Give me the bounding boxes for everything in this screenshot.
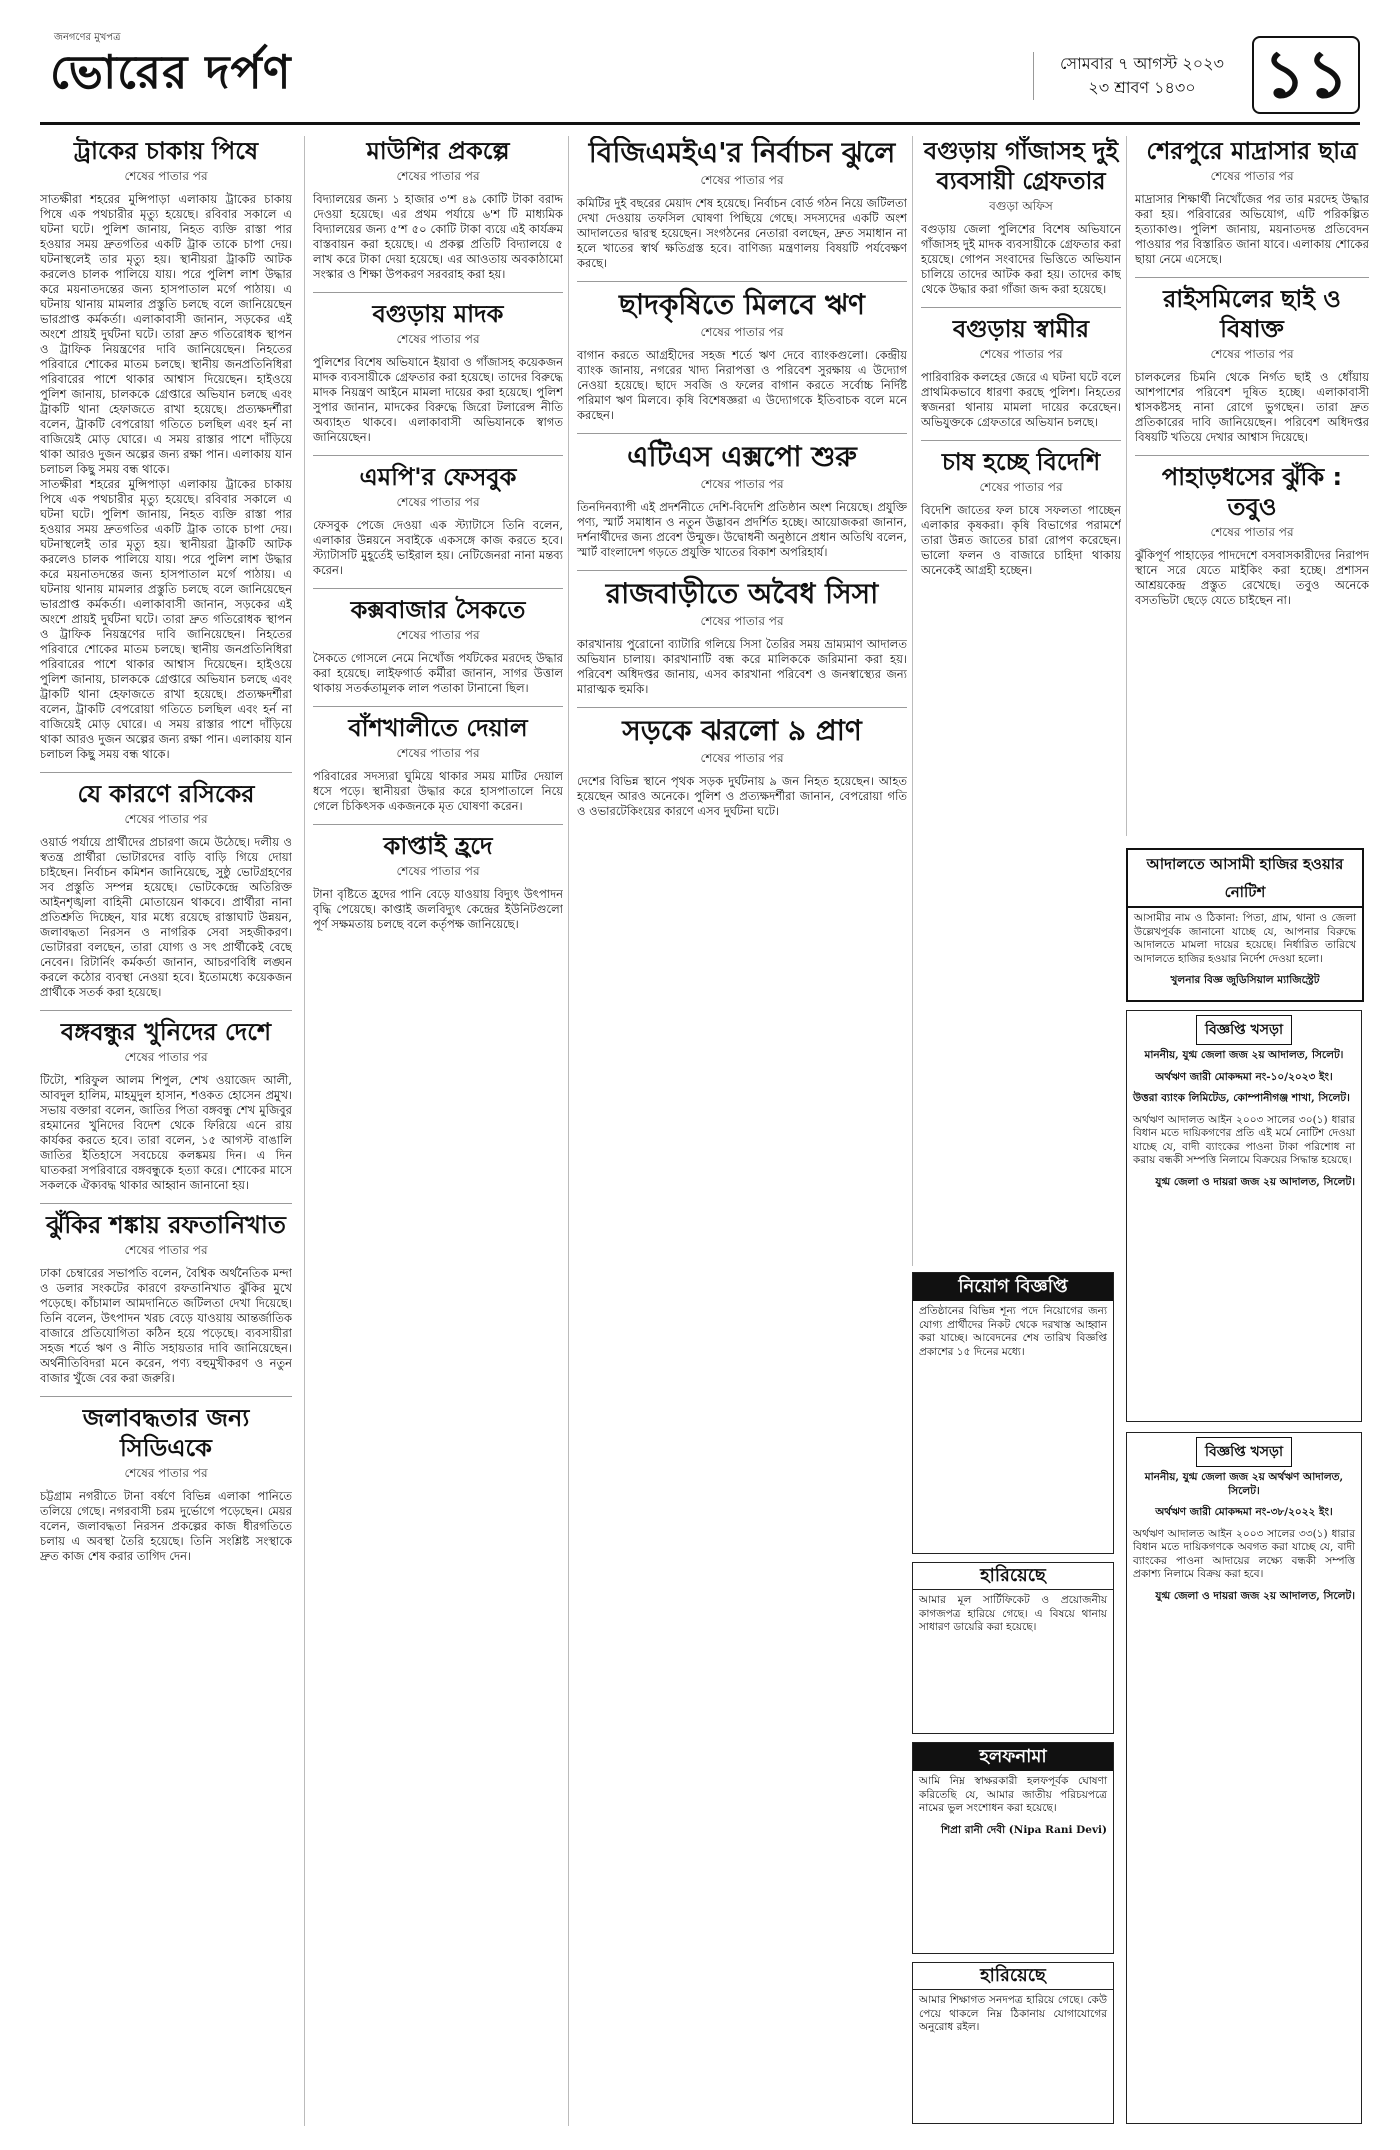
article-headline: মাউশির প্রকল্পে [366,137,510,165]
continuation-note: শেষের পাতার পর [700,173,784,187]
article-headline: বগুড়ায় মাদক [372,300,504,328]
article-headline: শেরপুরে মাদ্রাসার ছাত্র [1146,137,1358,165]
article-body: কমিটির দুই বছরের মেয়াদ শেষ হয়েছে। নির্বাচন বোর্ড গঠন নিয়ে জটিলতা দেখা দেওয়ায় তফসিল ঘোষণা পিছিয়ে গেছে। সদস্যদের একটি অংশ আদালতের দ্বারস্থ হয়েছেন। সংগঠনের নেতারা বলছেন, দ্রুত সমাধান না হলে খাতের স্বার্থ ক্ষতিগ্রস্ত হবে। বাণিজ্য মন্ত্রণালয় বিষয়টি পর্যবেক্ষণ করছে। [577,196,907,270]
court-notice-title: আদালতে আসামী হাজির হওয়ার নোটিশ [1128,850,1362,908]
divider [577,707,907,708]
article-headline: কাপ্তাই হ্রদে [383,832,493,860]
column-4 [912,136,1121,1266]
continuation-note: শেষের পাতার পর [124,812,208,826]
continuation-note: শেষের পাতার পর [396,628,480,642]
article-headline: চাষ হচ্ছে বিদেশি [941,448,1101,476]
article-body: বিদ্যালয়ের জন্য ১ হাজার ৩'শ ৪৯ কোটি টাকা বরাদ্দ দেওয়া হয়েছে। এর প্রথম পর্যায়ে ৬'শ টি মাধ্যমিক বিদ্যালয়ের জন্য ৫'শ ৫০ কোটি টাকা ব্যয়ে এই কার্যক্রম বাস্তবায়ন করা হয়েছে। এ প্রকল্প প্রতিটি বিদ্যালয়ে ৫ লাখ করে টাকা দেয়া হয়েছে। এর আওতায় অবকাঠামো সংস্কার ও শিক্ষা উপকরণ সরবরাহ করা হয়। [313,192,563,281]
continuation-note: শেষের পাতার পর [396,169,480,183]
article [1135,462,1369,608]
continuation-note: শেষের পাতার পর [396,332,480,346]
article-body: সৈকতে গোসলে নেমে নিখোঁজ পর্যটকের মরদেহ উদ্ধার করা হয়েছে। লাইফগার্ড কর্মীরা জানান, সাগর উত্তাল থাকায় সতর্কতামূলক লাল পতাকা টানানো ছিল। [313,651,563,695]
lost-notice-1-title: হারিয়েছে [913,1563,1113,1590]
job-notice-body: প্রতিষ্ঠানের বিভিন্ন শূন্য পদে নিয়োগের জন্য যোগ্য প্রার্থীদের নিকট থেকে দরখাস্ত আহ্বান করা যাচ্ছে। আবেদনের শেষ তারিখ বিজ্ঞপ্তি প্রকাশের ১৫ দিনের মধ্যে। [919,1305,1107,1358]
continuation-note: শেষের পাতার পর [124,169,208,183]
divider [577,570,907,571]
date-gregorian: সোমবার ৭ আগস্ট ২০২৩ [1060,54,1224,73]
article [313,831,563,932]
divider [313,824,563,825]
article-headline: যে কারণে রসিকের [77,780,255,808]
divider [1135,455,1369,456]
article-body: ফেসবুক পেজে দেওয়া এক স্ট্যাটাসে তিনি বলেন, এলাকার উন্নয়নে সবাইকে একসঙ্গে কাজ করতে হবে। স্ট্যাটাসটি মুহূর্তেই ভাইরাল হয়। নেটিজেনরা নানা মন্তব্য করেন। [313,518,563,577]
sale-notice-2-case: অর্থঋণ জারী মোকদ্দমা নং-৩৮/২০২২ ইং। [1155,1506,1333,1518]
article [577,136,907,271]
article-body: বাগান করতে আগ্রহীদের সহজ শর্তে ঋণ দেবে ব্যাংকগুলো। কেন্দ্রীয় ব্যাংক জানায়, নগরের খাদ্য নিরাপত্তা ও পরিবেশ সুরক্ষায় এ উদ্যোগ নেওয়া হয়েছে। ছাদে সবজি ও ফলের বাগান করতে সর্বোচ্চ নির্দিষ্ট পরিমাণ ঋণ মিলবে। কৃষি বিশেষজ্ঞরা এ উদ্যোগকে ইতিবাচক বলে মনে করছেন। [577,348,907,422]
divider [40,1396,292,1397]
column-3 [568,136,907,2126]
divider [577,433,907,434]
date-bengali: ২৩ শ্রাবণ ১৪৩০ [1088,78,1196,97]
article-body: সাতক্ষীরা শহরের মুন্সিপাড়া এলাকায় ট্রাকের চাকায় পিষে এক পথচারীর মৃত্যু হয়েছে। রবিবার সকালে এ ঘটনা ঘটে। পুলিশ জানায়, নিহত ব্যক্তি রাস্তা পার হওয়ার সময় দ্রুতগতির একটি ট্রাক তাকে চাপা দেয়। ঘটনাস্থলেই তার মৃত্যু হয়। স্থানীয়রা ট্রাকটি আটক করলেও চালক পালিয়ে যায়। পরে পুলিশ লাশ উদ্ধার করে ময়নাতদন্তের জন্য হাসপাতাল মর্গে পাঠায়। এ ঘটনায় থানায় মামলার প্রস্তুতি চলছে বলে জানিয়েছেন ভারপ্রাপ্ত কর্মকর্তা। এলাকাবাসী জানান, সড়কের এই অংশে প্রায়ই দুর্ঘটনা ঘটে। তারা দ্রুত গতিরোধক স্থাপন ও ট্রাফিক নিয়ন্ত্রণের দাবি জানিয়েছেন। নিহতের পরিবারে শোকের মাতম চলছে। স্থানীয় জনপ্রতিনিধিরা পরিবারের পাশে থাকার আশ্বাস দিয়েছেন। হাইওয়ে পুলিশ জানায়, চালককে গ্রেপ্তারে অভিযান চলছে এবং ট্রাকটি থানা হেফাজতে রাখা হয়েছে। প্রত্যক্ষদর্শীরা বলেন, ট্রাকটি বেপরোয়া গতিতে চলছিল এবং হর্ন না বাজিয়েই মোড় ঘোরে। এ সময় রাস্তার পাশে দাঁড়িয়ে থাকা আরও দুজন অল্পের জন্য রক্ষা পান। এলাকায় যান চলাচল কিছু সময় বন্ধ থাকে। [40,477,292,761]
continuation-note: বগুড়া অফিস [989,199,1053,213]
divider [313,588,563,589]
article-body: টানা বৃষ্টিতে হ্রদের পানি বেড়ে যাওয়ায় বিদ্যুৎ উৎপাদন বৃদ্ধি পেয়েছে। কাপ্তাই জলবিদ্যুৎ কেন্দ্রের ইউনিটগুলো পূর্ণ সক্ষমতায় চলছে বলে কর্তৃপক্ষ জানিয়েছে। [313,887,563,931]
sale-notice-1-court: মাননীয়, যুগ্ম জেলা জজ ২য় আদালত, সিলেট। [1144,1049,1344,1061]
article [1135,284,1369,445]
continuation-note: শেষের পাতার পর [1210,347,1294,361]
continuation-note: শেষের পাতার পর [1210,525,1294,539]
article [921,447,1121,578]
article [921,136,1121,297]
article-headline: পাহাড়ধসের ঝুঁকি : তবুও [1161,463,1343,521]
article [40,1403,292,1564]
column-2 [304,136,563,2126]
article-headline: বগুড়ায় স্বামীর [952,315,1090,343]
continuation-note: শেষের পাতার পর [396,864,480,878]
article [313,136,563,282]
article-body: বিদেশি জাতের ফল চাষে সফলতা পাচ্ছেন এলাকার কৃষকরা। কৃষি বিভাগের পরামর্শে তারা উন্নত জাতের চারা রোপণ করেছেন। ভালো ফলন ও বাজারে চাহিদা থাকায় অনেকেই আগ্রহী হচ্ছেন। [921,503,1121,577]
article-body: পারিবারিক কলহের জেরে এ ঘটনা ঘটে বলে প্রাথমিকভাবে ধারণা করছে পুলিশ। নিহতের স্বজনরা থানায় মামলা দায়ের করেছেন। অভিযুক্তকে গ্রেফতারে অভিযান চলছে। [921,370,1121,429]
article [40,136,292,762]
article-headline: বিজিএমইএ'র নির্বাচন ঝুলে [588,136,896,169]
article-headline: রাজবাড়ীতে অবৈধ সিসা [605,577,879,610]
affidavit-signature: শিপ্রা রানী দেবী (Nipa Rani Devi) [940,1823,1107,1836]
article-headline: ট্রাকের চাকায় পিষে [73,137,259,165]
continuation-note: শেষের পাতার পর [979,480,1063,494]
sale-notice-1-bank: উত্তরা ব্যাংক লিমিটেড, কোম্পানীগঞ্জ শাখা, সিলেট। [1133,1092,1350,1104]
divider [577,281,907,282]
column-1 [40,136,292,2126]
divider [40,1010,292,1011]
divider [921,307,1121,308]
article [313,595,563,696]
article-body: ঝুঁকিপূর্ণ পাহাড়ের পাদদেশে বসবাসকারীদের নিরাপদ স্থানে সরে যেতে মাইকিং করা হচ্ছে। প্রশাসন আশ্রয়কেন্দ্র প্রস্তুত রেখেছে। তবুও অনেকে বসতভিটা ছেড়ে যেতে চাইছেন না। [1135,548,1369,607]
lost-notice-2 [912,1962,1114,2124]
sale-notice-2 [1126,1432,1362,2124]
sale-notice-2-title: বিজ্ঞপ্তি খসড়া [1196,1437,1292,1467]
divider [921,440,1121,441]
article-body: তিনদিনব্যাপী এই প্রদর্শনীতে দেশি-বিদেশি প্রতিষ্ঠান অংশ নিয়েছে। প্রযুক্তি পণ্য, স্মার্ট সমাধান ও নতুন উদ্ভাবন প্রদর্শিত হচ্ছে। আয়োজকরা জানান, দর্শনার্থীদের জন্য প্রবেশ উন্মুক্ত। উদ্বোধনী অনুষ্ঠানে প্রধান অতিথি বলেন, স্মার্ট বাংলাদেশ গড়তে প্রযুক্তি খাতের বিকাশ অপরিহার্য। [577,500,907,559]
article-headline: কক্সবাজার সৈকতে [350,596,526,624]
divider [313,455,563,456]
lost-notice-1-body: আমার মূল সার্টিফিকেট ও প্রয়োজনীয় কাগজপত্র হারিয়ে গেছে। এ বিষয়ে থানায় সাধারণ ডায়েরি করা হয়েছে। [919,1594,1107,1633]
sale-notice-2-body: অর্থঋণ আদালত আইন ২০০৩ সালের ৩৩(১) ধারার বিধান মতে দায়িকগণকে অবগত করা যাচ্ছে যে, বাদী ব্যাংকের পাওনা আদায়ের লক্ষ্যে বন্ধকী সম্পত্তি প্রকাশ্য নিলামে বিক্রয় করা হবে। [1133,1527,1355,1580]
article-headline: বঙ্গবন্ধুর খুনিদের দেশে [60,1018,272,1046]
sale-notice-1 [1126,1010,1362,1422]
continuation-note: শেষের পাতার পর [979,347,1063,361]
article [577,288,907,423]
continuation-note: শেষের পাতার পর [396,495,480,509]
article-body: পরিবারের সদস্যরা ঘুমিয়ে থাকার সময় মাটির দেয়াল ধসে পড়ে। স্থানীয়রা উদ্ধার করে হাসপাতালে নিয়ে গেলে চিকিৎসক একজনকে মৃত ঘোষণা করেন। [313,769,563,813]
job-notice [912,1272,1114,1554]
affidavit-title: হলফনামা [913,1743,1113,1771]
divider [313,706,563,707]
page-number: ১১ [1252,36,1360,114]
article-headline: সড়কে ঝরলো ৯ প্রাণ [622,714,862,747]
divider [1135,277,1369,278]
article-body: পুলিশের বিশেষ অভিযানে ইয়াবা ও গাঁজাসহ কয়েকজন মাদক ব্যবসায়ীকে গ্রেফতার করা হয়েছে। তাদের বিরুদ্ধে মাদক নিয়ন্ত্রণ আইনে মামলা দায়ের করা হয়েছে। পুলিশ সুপার জানান, মাদকের বিরুদ্ধে জিরো টলারেন্স নীতি অব্যাহত থাকবে। এলাকাবাসী অভিযানকে স্বাগত জানিয়েছেন। [313,355,563,444]
article-headline: ছাদকৃষিতে মিলবে ঋণ [619,288,865,321]
continuation-note: শেষের পাতার পর [124,1050,208,1064]
article [921,314,1121,430]
article-body: বগুড়ায় জেলা পুলিশের বিশেষ অভিযানে গাঁজাসহ দুই মাদক ব্যবসায়ীকে গ্রেফতার করা হয়েছে। গোপন সংবাদের ভিত্তিতে অভিযান চালিয়ে তাদের আটক করা হয়। তাদের কাছ থেকে উদ্ধার করা গাঁজা জব্দ করা হয়েছে। [921,222,1121,296]
article-headline: বগুড়ায় গাঁজাসহ দুই ব্যবসায়ী গ্রেফতার [923,137,1119,195]
article-headline: জলাবদ্ধতার জন্য সিডিএকে [82,1404,250,1462]
lost-notice-2-title: হারিয়েছে [913,1963,1113,1990]
masthead [40,22,1360,125]
article [313,462,563,578]
lost-notice-1 [912,1562,1114,1734]
article [40,1017,292,1193]
article [313,299,563,445]
article-body: মাদ্রাসার শিক্ষার্থী নিখোঁজের পর তার মরদেহ উদ্ধার করা হয়। পরিবারের অভিযোগ, এটি পরিকল্পিত হত্যাকাণ্ড। পুলিশ জানায়, ময়নাতদন্ত প্রতিবেদন পাওয়ার পর বিস্তারিত জানা যাবে। এলাকায় শোকের ছায়া নেমে এসেছে। [1135,192,1369,266]
issue-dates [1033,52,1242,100]
article-body: ওয়ার্ড পর্যায়ে প্রার্থীদের প্রচারণা জমে উঠেছে। দলীয় ও স্বতন্ত্র প্রার্থীরা ভোটারদের বাড়ি বাড়ি গিয়ে দোয়া চাইছেন। নির্বাচন কমিশন জানিয়েছে, সুষ্ঠু ভোটগ্রহণের সব প্রস্তুতি সম্পন্ন হয়েছে। ভোটকেন্দ্রে অতিরিক্ত আইনশৃঙ্খলা বাহিনী মোতায়েন থাকবে। প্রার্থীরা নানা প্রতিশ্রুতি দিচ্ছেন, যার মধ্যে রয়েছে রাস্তাঘাট উন্নয়ন, জলাবদ্ধতা নিরসন ও নাগরিক সেবা সহজীকরণ। ভোটাররা বলছেন, তারা যোগ্য ও সৎ প্রার্থীকেই বেছে নেবেন। রিটার্নিং কর্মকর্তা জানান, আচরণবিধি লঙ্ঘন করলে কঠোর ব্যবস্থা নেওয়া হবে। ইতোমধ্যে কয়েকজন প্রার্থীকে সতর্ক করা হয়েছে। [40,835,292,999]
court-notice [1126,848,1364,1002]
article-body: সাতক্ষীরা শহরের মুন্সিপাড়া এলাকায় ট্রাকের চাকায় পিষে এক পথচারীর মৃত্যু হয়েছে। রবিবার সকালে এ ঘটনা ঘটে। পুলিশ জানায়, নিহত ব্যক্তি রাস্তা পার হওয়ার সময় দ্রুতগতির একটি ট্রাক তাকে চাপা দেয়। ঘটনাস্থলেই তার মৃত্যু হয়। স্থানীয়রা ট্রাকটি আটক করলেও চালক পালিয়ে যায়। পরে পুলিশ লাশ উদ্ধার করে ময়নাতদন্তের জন্য হাসপাতাল মর্গে পাঠায়। এ ঘটনায় থানায় মামলার প্রস্তুতি চলছে বলে জানিয়েছেন ভারপ্রাপ্ত কর্মকর্তা। এলাকাবাসী জানান, সড়কের এই অংশে প্রায়ই দুর্ঘটনা ঘটে। তারা দ্রুত গতিরোধক স্থাপন ও ট্রাফিক নিয়ন্ত্রণের দাবি জানিয়েছেন। নিহতের পরিবারে শোকের মাতম চলছে। স্থানীয় জনপ্রতিনিধিরা পরিবারের পাশে থাকার আশ্বাস দিয়েছেন। হাইওয়ে পুলিশ জানায়, চালককে গ্রেপ্তারে অভিযান চলছে এবং ট্রাকটি থানা হেফাজতে রাখা হয়েছে। প্রত্যক্ষদর্শীরা বলেন, ট্রাকটি বেপরোয়া গতিতে চলছিল এবং হর্ন না বাজিয়েই মোড় ঘোরে। এ সময় রাস্তার পাশে দাঁড়িয়ে থাকা আরও দুজন অল্পের জন্য রক্ষা পান। এলাকায় যান চলাচল কিছু সময় বন্ধ থাকে। [40,192,292,476]
newspaper-logo: ভোরের দর্পণ [50,45,292,99]
article-body: দেশের বিভিন্ন স্থানে পৃথক সড়ক দুর্ঘটনায় ৯ জন নিহত হয়েছেন। আহত হয়েছেন আরও অনেকে। পুলিশ ও প্রত্যক্ষদর্শীরা জানান, বেপরোয়া গতি ও ওভারটেকিংয়ের কারণে এসব দুর্ঘটনা ঘটে। [577,774,907,818]
sale-notice-2-footer: যুগ্ম জেলা ও দায়রা জজ ২য় আদালত, সিলেট। [1155,1589,1355,1602]
article [577,714,907,819]
sale-notice-2-court: মাননীয়, যুগ্ম জেলা জজ ২য় অর্থঋণ আদালত, সিলেট। [1144,1471,1344,1497]
article-body: টিটো, শরিফুল আলম শিপুল, শেখ ওয়াজেদ আলী, আবদুল হালিম, মাহমুদুল হাসান, শওকত হোসেন প্রমুখ। সভায় বক্তারা বলেন, জাতির পিতা বঙ্গবন্ধু শেখ মুজিবুর রহমানের খুনিদের বিদেশ থেকে ফিরিয়ে এনে রায় কার্যকর করতে হবে। তারা বলেন, ১৫ আগস্ট বাঙালি জাতির ইতিহাসে সবচেয়ে কলঙ্কময় দিন। এ দিন ঘাতকরা সপরিবারে বঙ্গবন্ধুকে হত্যা করে। শোকের মাসে সকলকে ঐক্যবদ্ধ থাকার আহ্বান জানানো হয়। [40,1073,292,1192]
sale-notice-1-title: বিজ্ঞপ্তি খসড়া [1196,1015,1292,1045]
article-body: ঢাকা চেম্বারের সভাপতি বলেন, বৈশ্বিক অর্থনৈতিক মন্দা ও ডলার সংকটের কারণে রফতানিখাত ঝুঁকির মুখে পড়েছে। কাঁচামাল আমদানিতে জটিলতা দেখা দিয়েছে। তিনি বলেন, উৎপাদন খরচ বেড়ে যাওয়ায় আন্তর্জাতিক বাজারে প্রতিযোগিতা কঠিন হয়ে পড়েছে। ব্যবসায়ীরা সহজ শর্তে ঋণ ও নীতি সহায়তার দাবি জানিয়েছেন। অর্থনীতিবিদরা মনে করেন, পণ্য বহুমুখীকরণ ও নতুন বাজার খুঁজে বের করা জরুরি। [40,1266,292,1385]
divider [40,1203,292,1204]
lost-notice-2-body: আমার শিক্ষাগত সনদপত্র হারিয়ে গেছে। কেউ পেয়ে থাকলে নিম্ন ঠিকানায় যোগাযোগের অনুরোধ রইল। [919,1994,1107,2033]
continuation-note: শেষের পাতার পর [1210,169,1294,183]
continuation-note: শেষের পাতার পর [700,325,784,339]
divider [313,292,563,293]
affidavit-notice [912,1742,1114,1954]
masthead-tagline: জনগণের মুখপত্র [54,32,121,43]
article-body: কারখানায় পুরোনো ব্যাটারি গলিয়ে সিসা তৈরির সময় ভ্রাম্যমাণ আদালত অভিযান চালায়। কারখানাটি বন্ধ করে মালিককে জরিমানা করা হয়। পরিবেশ অধিদপ্তর জানায়, এসব কারখানা পরিবেশ ও জনস্বাস্থ্যের জন্য মারাত্মক হুমকি। [577,637,907,696]
sale-notice-1-case: অর্থঋণ জারী মোকদ্দমা নং-১০/২০২৩ ইং। [1155,1070,1333,1083]
court-notice-footer: খুলনার বিজ্ঞ জুডিসিয়াল ম্যাজিস্ট্রেট [1170,974,1320,986]
continuation-note: শেষের পাতার পর [124,1466,208,1480]
article [40,779,292,1000]
article [40,1210,292,1386]
article [577,577,907,697]
article-headline: বাঁশখালীতে দেয়াল [348,714,528,742]
continuation-note: শেষের পাতার পর [700,614,784,628]
article-headline: রাইসমিলের ছাই ও বিষাক্ত [1163,285,1341,343]
newspaper-page [40,22,1369,2132]
sale-notice-1-footer: যুগ্ম জেলা ও দায়রা জজ ২য় আদালত, সিলেট। [1155,1175,1355,1188]
article-headline: এমপি'র ফেসবুক [359,463,517,491]
article [313,713,563,814]
continuation-note: শেষের পাতার পর [396,746,480,760]
continuation-note: শেষের পাতার পর [124,1243,208,1257]
continuation-note: শেষের পাতার পর [700,751,784,765]
article [577,440,907,560]
article-headline: ঝুঁকির শঙ্কায় রফতানিখাত [46,1211,286,1239]
article-headline: এটিএস এক্সপো শুরু [627,440,857,473]
continuation-note: শেষের পাতার পর [700,477,784,491]
article [1135,136,1369,267]
article-body: চট্টগ্রাম নগরীতে টানা বর্ষণে বিভিন্ন এলাকা পানিতে তলিয়ে গেছে। নগরবাসী চরম দুর্ভোগে পড়েছেন। মেয়র বলেন, জলাবদ্ধতা নিরসন প্রকল্পের কাজ ধীরগতিতে চলায় এ অবস্থা তৈরি হয়েছে। তিনি সংশ্লিষ্ট সংস্থাকে দ্রুত কাজ শেষ করার তাগিদ দেন। [40,1489,292,1563]
affidavit-body: আমি নিম্ন স্বাক্ষরকারী হলফপূর্বক ঘোষণা করিতেছি যে, আমার জাতীয় পরিচয়পত্রে নামের ভুল সংশোধন করা হয়েছে। [919,1775,1107,1814]
column-5 [1126,136,1369,836]
divider [40,772,292,773]
sale-notice-1-body: অর্থঋণ আদালত আইন ২০০৩ সালের ৩০(১) ধারার বিধান মতে দায়িকগণের প্রতি এই মর্মে নোটিশ দেওয়া যাচ্ছে যে, বাদী ব্যাংকের পাওনা টাকা পরিশোধ না করায় বন্ধকী সম্পত্তি নিলামে বিক্রয়ের সিদ্ধান্ত হয়েছে। [1133,1113,1355,1166]
job-notice-title: নিয়োগ বিজ্ঞপ্তি [913,1273,1113,1301]
court-notice-body: আসামীর নাম ও ঠিকানা: পিতা, গ্রাম, থানা ও জেলা উল্লেখপূর্বক জানানো যাচ্ছে যে, আপনার বিরুদ্ধে আদালতে মামলা দায়ের হয়েছে। নির্ধারিত তারিখে আদালতে হাজির হওয়ার নির্দেশ দেওয়া হলো। [1134,912,1356,965]
article-body: চালকলের চিমনি থেকে নির্গত ছাই ও ধোঁয়ায় আশপাশের পরিবেশ দূষিত হচ্ছে। এলাকাবাসী শ্বাসকষ্টসহ নানা রোগে ভুগছেন। তারা দ্রুত প্রতিকারের দাবি জানিয়েছেন। পরিবেশ অধিদপ্তর বিষয়টি খতিয়ে দেখার আশ্বাস দিয়েছে। [1135,370,1369,444]
